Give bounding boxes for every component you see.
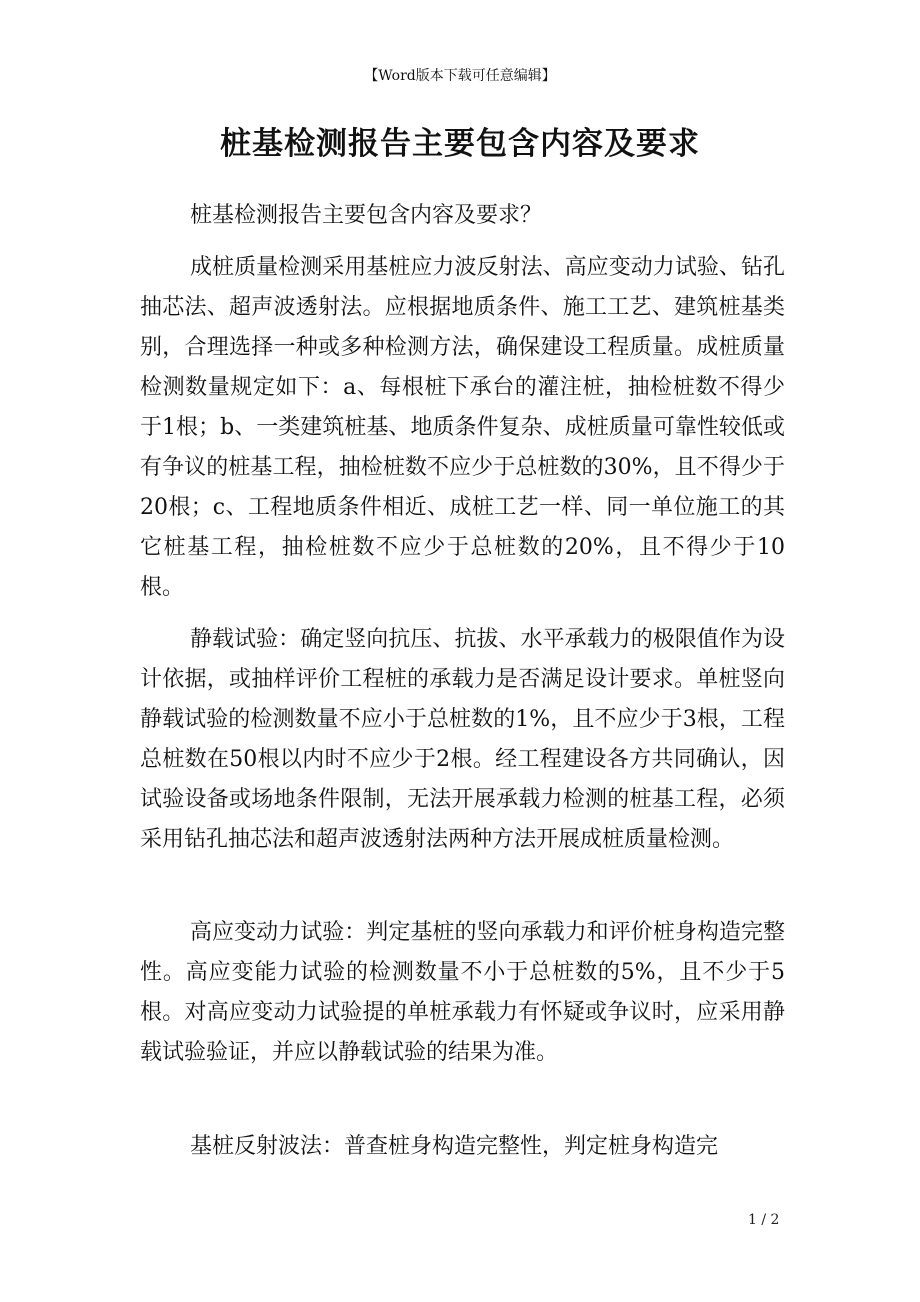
document-subtitle: 桩基检测报告主要包含内容及要求？ [190,203,543,228]
paragraph-pile-quality-testing: 成桩质量检测采用基桩应力波反射法、高应变动力试验、钻孔抽芯法、超声波透射法。应根据地质条件、施工工艺、建筑桩基类别，合理选择一种或多种检测方法，确保建设工程质量。成桩质量检测数量规定如下：a、每根桩下承台的灌注桩，抽检桩数不得少于1根；b、一类建筑桩基、地质条件复杂、成桩质量可靠性较低或有争议的桩基工程，抽检桩数不应少于总桩数的30%，且不得少于20根；c、工程地质条件相近、成桩工艺一样、同一单位施工的其它桩基工程，抽检桩数不应少于总桩数的20%，且不得少于10根。 [140,255,785,600]
header-note: 【Word版本下载可任意编辑】 [364,68,556,84]
paragraph-high-strain-test: 高应变动力试验：判定基桩的竖向承载力和评价桩身构造完整性。高应变能力试验的检测数量不小于总桩数的5%，且不少于5根。对高应变动力试验提的单桩承载力有怀疑或争议时，应采用静载试验验证，并应以静载试验的结果为准。 [140,920,785,1065]
page-number: 1 / 2 [748,1212,780,1228]
paragraph-static-load-test: 静载试验：确定竖向抗压、抗拔、水平承载力的极限值作为设计依据，或抽样评价工程桩的承载力是否满足设计要求。单桩竖向静载试验的检测数量不应小于总桩数的1%，且不应少于3根，工程总桩数在50根以内时不应少于2根。经工程建设各方共同确认，因试验设备或场地条件限制，无法开展承载力检测的桩基工程，必须采用钻孔抽芯法和超声波透射法两种方法开展成桩质量检测。 [140,627,785,852]
paragraph-reflected-wave-method: 基桩反射波法：普查桩身构造完整性，判定桩身构造完 [190,1134,719,1159]
document-title: 桩基检测报告主要包含内容及要求 [220,126,700,162]
